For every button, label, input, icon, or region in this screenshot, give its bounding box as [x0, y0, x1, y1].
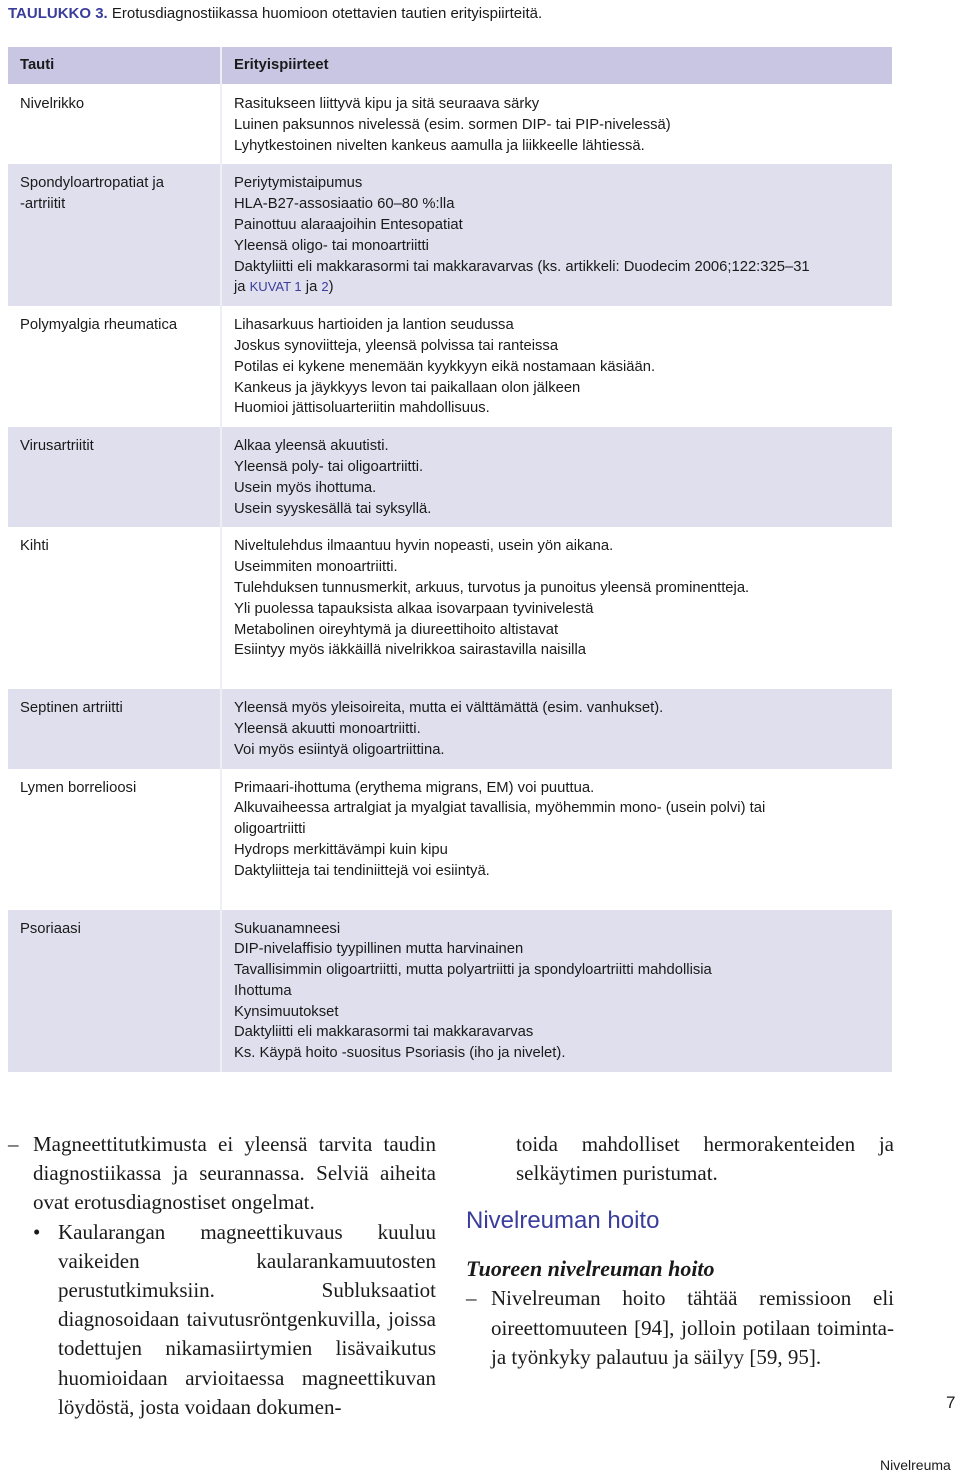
- feature-line: Huomioi jättisoluarteriitin mahdollisuus.: [234, 400, 490, 417]
- table-spacer: [8, 669, 892, 689]
- feature-line: Ks. Käypä hoito -suositus Psoriasis (iho ja nivelet).: [234, 1045, 566, 1062]
- header-disease: Tauti: [8, 47, 221, 85]
- feature-line: Ihottuma: [234, 982, 292, 999]
- feature-line: Sukuanamneesi: [234, 920, 341, 937]
- feature-line: DIP-nivelaffisio tyypillinen mutta harvinainen: [234, 941, 524, 958]
- differential-diagnosis-table: [8, 47, 892, 1072]
- bullet-marker: •: [33, 1219, 41, 1244]
- dash-marker: –: [8, 1132, 19, 1156]
- disease-name: [8, 164, 221, 306]
- disease-name-line: -artriitit: [20, 196, 66, 213]
- feature-line: Niveltulehdus ilmaantuu hyvin nopeasti, usein yön aikana.: [234, 538, 614, 555]
- feature-line: Voi myös esiintyä oligoartriittina.: [234, 741, 445, 758]
- running-footer: Nivelreuma: [880, 1457, 951, 1473]
- features-cell: [221, 85, 892, 165]
- bullet-list-item: [8, 1218, 436, 1422]
- feature-line: Yleensä poly- tai oligoartriitti.: [234, 458, 424, 475]
- ref-mid: ja: [301, 279, 322, 296]
- feature-line: Alkaa yleensä akuutisti.: [234, 438, 389, 455]
- dash-marker: –: [466, 1286, 477, 1311]
- feature-line: Esiintyy myös iäkkäillä nivelrikkoa sairastavilla naisilla: [234, 642, 586, 659]
- feature-line: Joskus synoviitteja, yleensä polvissa tai ranteissa: [234, 337, 559, 354]
- disease-name: Nivelrikko: [20, 96, 85, 112]
- page-number: 7: [946, 1393, 956, 1412]
- feature-line: Tulehduksen tunnusmerkit, arkuus, turvotus ja punoitus yleensä prominentteja.: [234, 579, 750, 596]
- features-cell: [221, 769, 892, 890]
- feature-line: Daktyliitteja tai tendiniittejä voi esiintyä.: [234, 862, 490, 879]
- feature-line: Yleensä akuutti monoartriitti.: [234, 720, 421, 737]
- feature-line: Usein myös ihottuma.: [234, 479, 377, 496]
- disease-name: Kihti: [20, 538, 49, 555]
- table-row: [8, 306, 892, 427]
- feature-line: Alkuvaiheessa artralgiat ja myalgiat tavallisia, myöhemmin mono- (usein polvi) tai: [234, 800, 766, 817]
- feature-line: Kankeus ja jäykkyys levon tai paikallaan olon jälkeen: [234, 379, 581, 396]
- dash-list-item: [466, 1284, 894, 1372]
- ref-suffix: ): [328, 279, 334, 296]
- features-cell: [221, 164, 892, 306]
- disease-name: Virusartriitit: [8, 427, 221, 527]
- feature-line: Primaari-ihottuma (erythema migrans, EM) voi puuttua.: [234, 779, 595, 796]
- feature-line: Hydrops merkittävämpi kuin kipu: [234, 841, 448, 858]
- feature-line: Lyhytkestoinen nivelten kankeus aamulla ja liikkeelle lähtiessä.: [234, 137, 645, 154]
- features-cell: [221, 527, 892, 669]
- header-features: Erityispiirteet: [221, 47, 892, 85]
- feature-line: Yli puolessa tapauksista alkaa isovarpaan tyvinivelestä: [234, 600, 594, 617]
- table-row: [8, 689, 892, 768]
- table-caption-text: Erotusdiagnostiikassa huomioon otettavien tautien erityispiirteitä.: [107, 5, 543, 22]
- feature-line: Yleensä oligo- tai monoartriitti: [234, 237, 429, 254]
- subsection-heading: Tuoreen nivelreuman hoito: [466, 1256, 715, 1282]
- feature-line: Kynsimuutokset: [234, 1003, 339, 1020]
- feature-line: Metabolinen oireyhtymä ja diureettihoito altistavat: [234, 621, 559, 638]
- feature-line: oligoartriitti: [234, 821, 306, 838]
- features-cell: [221, 689, 892, 768]
- list-item-text: Nivelreuman hoito tähtää remissioon eli oireettomuuteen [94], jolloin potilaan toiminta- ja työnkyky palautuu ja säilyy [59, 95].: [491, 1286, 894, 1369]
- table-caption: [8, 5, 542, 22]
- features-cell: [221, 910, 892, 1073]
- table-row: [8, 527, 892, 669]
- table-row: [8, 164, 892, 306]
- feature-line: Usein syyskesällä tai syksyllä.: [234, 500, 432, 517]
- feature-line: Daktyliitti eli makkarasormi tai makkaravarvas (ks. artikkeli: Duodecim 2006;122:325–31: [234, 258, 810, 275]
- list-item-text: Magneettitutkimusta ei yleensä tarvita taudin diagnostiikassa ja seurannassa. Selviä aiheita ovat erotusdiagnostiset ongelmat.: [33, 1132, 436, 1215]
- feature-line: Useimmiten monoartriitti.: [234, 559, 398, 576]
- ref-prefix: ja: [234, 279, 250, 296]
- table-row: [8, 769, 892, 890]
- disease-name-line: Spondyloartropatiat ja: [20, 175, 164, 192]
- feature-line: Yleensä myös yleisoireita, mutta ei välttämättä (esim. vanhukset).: [234, 700, 664, 717]
- feature-line: Lihasarkuus hartioiden ja lantion seudussa: [234, 317, 514, 334]
- disease-name: Lymen borrelioosi: [20, 779, 137, 796]
- table-row: [8, 910, 892, 1073]
- features-cell: [221, 427, 892, 527]
- figure-link-2[interactable]: 2: [321, 279, 329, 295]
- dash-list-item: [8, 1130, 436, 1218]
- table-row: [8, 427, 892, 527]
- feature-line-reference: [234, 277, 880, 298]
- feature-line: Tavallisimmin oligoartriitti, mutta polyartriitti ja spondyloartriitti mahdollisia: [234, 962, 712, 979]
- table-row: [8, 85, 892, 165]
- list-item-text: Kaularangan magneettikuvaus kuuluu vaikeiden kaularankamuutosten perustutkimuksiin. Subluksaatiot diagnosoidaan taivutusröntgenkuvilla, joissa todettujen nikamasiirtymien lisävaikutus huomioidaan arvioitaessa magneettikuvan löydöstä, josta voidaan dokumen-: [58, 1219, 436, 1419]
- body-column-left: [8, 1130, 436, 1422]
- table-spacer: [8, 890, 892, 910]
- feature-line: Periytymistaipumus: [234, 175, 363, 192]
- features-cell: [221, 306, 892, 427]
- disease-name: Psoriaasi: [8, 910, 221, 1073]
- disease-name: Polymyalgia rheumatica: [20, 317, 178, 334]
- feature-line: Painottuu alaraajoihin Entesopatiat: [234, 216, 463, 233]
- feature-line: Luinen paksunnos nivelessä (esim. sormen DIP- tai PIP-nivelessä): [234, 116, 671, 133]
- feature-line: Rasitukseen liittyvä kipu ja sitä seuraava särky: [234, 96, 540, 112]
- table-label: TAULUKKO 3.: [8, 5, 108, 22]
- feature-line: Daktyliitti eli makkarasormi tai makkaravarvas: [234, 1024, 534, 1041]
- disease-name: Septinen artriitti: [8, 689, 221, 768]
- feature-line: Potilas ei kykene menemään kyykkyyn eikä nostamaan käsiään.: [234, 358, 656, 375]
- continued-text: toida mahdolliset hermorakenteiden ja selkäytimen puristumat.: [516, 1132, 894, 1186]
- table-header-row: [8, 47, 892, 85]
- body-column-right: [466, 1130, 894, 1372]
- figure-link-kuvat-1[interactable]: KUVAT 1: [249, 279, 302, 295]
- section-heading: Nivelreuman hoito: [466, 1207, 660, 1235]
- feature-line: HLA-B27-assosiaatio 60–80 %:lla: [234, 196, 455, 213]
